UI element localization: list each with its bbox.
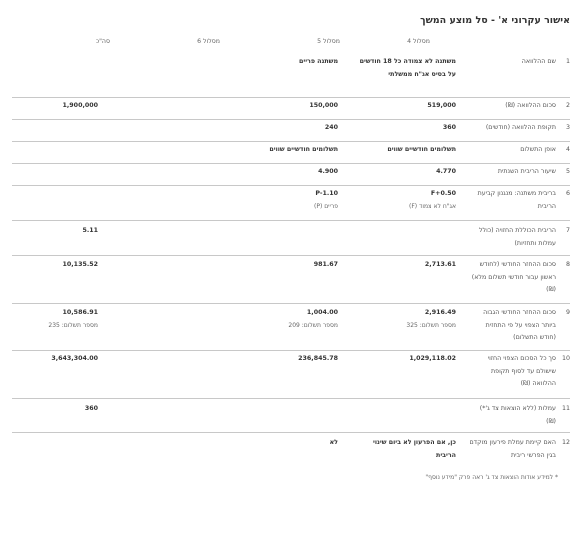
total-value: 10,586.91 (62, 309, 98, 316)
total-value: 5.11 (82, 227, 98, 234)
row-number: 5 (565, 168, 570, 175)
track-4-sub-value: מספר תשלום: 325 (406, 322, 456, 329)
row-label: סכום ההלוואה (₪) (505, 102, 556, 109)
total-sub-value: מספר תשלום: 235 (48, 322, 98, 329)
total-value: 360 (84, 405, 98, 412)
track-4-value: 360 (442, 124, 456, 131)
track-4-value: משתנה לא צמודה כל 18 חודשים על בסיס אג"ח ממשלתי (359, 58, 456, 78)
row-divider (12, 350, 570, 351)
row-label: סך כל הסכום הצפוי החזוי שישולם עד לסוף תקופת ההלוואה (₪) (487, 355, 556, 387)
row-label: תקופת ההלוואה (חודשים) (485, 124, 556, 131)
track-5-value: משתנה פריים (298, 58, 338, 65)
row-label: שיעור הריבית השנתית (497, 168, 556, 175)
column-header-track-5: מסלול 5 (317, 38, 340, 45)
track-5-value: 236,845.78 (298, 355, 338, 362)
row-divider (12, 303, 570, 304)
total-value: 1,900,000 (62, 102, 98, 109)
row-divider (12, 220, 570, 221)
row-divider (12, 398, 570, 399)
row-label: אופן התשלום (520, 146, 556, 153)
column-header-track-4: מסלול 4 (407, 38, 430, 45)
row-number: 6 (565, 190, 570, 197)
track-4-value: 4.770 (436, 168, 456, 175)
track-4-value: 1,029,118.02 (409, 355, 456, 362)
footnote: * למידע אודות הוצאות צד ג' ראה פרק "מידע נוסף" (425, 474, 558, 481)
row-number: 1 (565, 58, 570, 65)
track-4-sub-value: אג"ח לא צמוד (F) (409, 203, 456, 210)
row-number: 2 (565, 102, 570, 109)
row-number: 11 (561, 405, 570, 412)
row-divider (12, 119, 570, 120)
row-divider (12, 432, 570, 433)
track-4-value: 2,713.61 (424, 261, 456, 268)
track-4-value: תשלומים חודשיים שווים (387, 146, 456, 153)
row-label: סכום ההחזר החודשי הגבוה ביותר הצפוי על פי התחזית (חודש התשלום) (483, 309, 556, 341)
total-value: 3,643,304.00 (51, 355, 98, 362)
track-5-value: 4.900 (318, 168, 338, 175)
row-divider (12, 141, 570, 142)
row-divider (12, 255, 570, 256)
row-number: 12 (561, 439, 570, 446)
row-label: עמלות (ללא הוצאות צד ג'*) (₪) (479, 405, 556, 425)
track-5-sub-value: פריים (P) (313, 203, 338, 210)
row-number: 10 (561, 355, 570, 362)
track-5-value: לא (329, 439, 338, 446)
track-4-value: כן, אם הפרעון לא ביום שינוי הריבית (373, 439, 456, 459)
total-value: 10,135.52 (62, 261, 98, 268)
track-4-value: 2,916.49 (424, 309, 456, 316)
track-4-value: 519,000 (427, 102, 456, 109)
row-number: 4 (565, 146, 570, 153)
track-5-value: 240 (324, 124, 338, 131)
track-5-value: 981.67 (313, 261, 338, 268)
column-header-total: סה"כ (95, 38, 110, 45)
row-label: הריבית הכוללת החזויה (כולל עמלות ותחזיות) (478, 227, 556, 247)
track-5-sub-value: מספר תשלום: 209 (288, 322, 338, 329)
row-divider (12, 163, 570, 164)
column-header-track-6: מסלול 6 (197, 38, 220, 45)
row-number: 9 (565, 309, 570, 316)
row-divider (12, 185, 570, 186)
row-divider (12, 97, 570, 98)
row-number: 7 (565, 227, 570, 234)
row-label: סכום ההחזר החודשי (לחודש ראשון עבור חודשי תשלום מלא) (₪) (471, 261, 556, 293)
track-5-value: תשלומים חודשיים שווים (269, 146, 338, 153)
track-5-value: 150,000 (309, 102, 338, 109)
row-number: 3 (565, 124, 570, 131)
row-label: בריבית משתנה: מנגנון קביעת הריבית (477, 190, 556, 210)
row-label: שם ההלוואה (521, 58, 556, 65)
page-title: אישור עקרוני א' - סל מוצע המשך (420, 15, 570, 26)
row-number: 8 (565, 261, 570, 268)
track-4-value: F+0.50 (430, 190, 456, 197)
row-label: האם קיימת עמלת פירעון מוקדם בגין הפרשי ריבית (469, 439, 556, 459)
track-5-value: P-1.10 (315, 190, 338, 197)
track-5-value: 1,004.00 (306, 309, 338, 316)
